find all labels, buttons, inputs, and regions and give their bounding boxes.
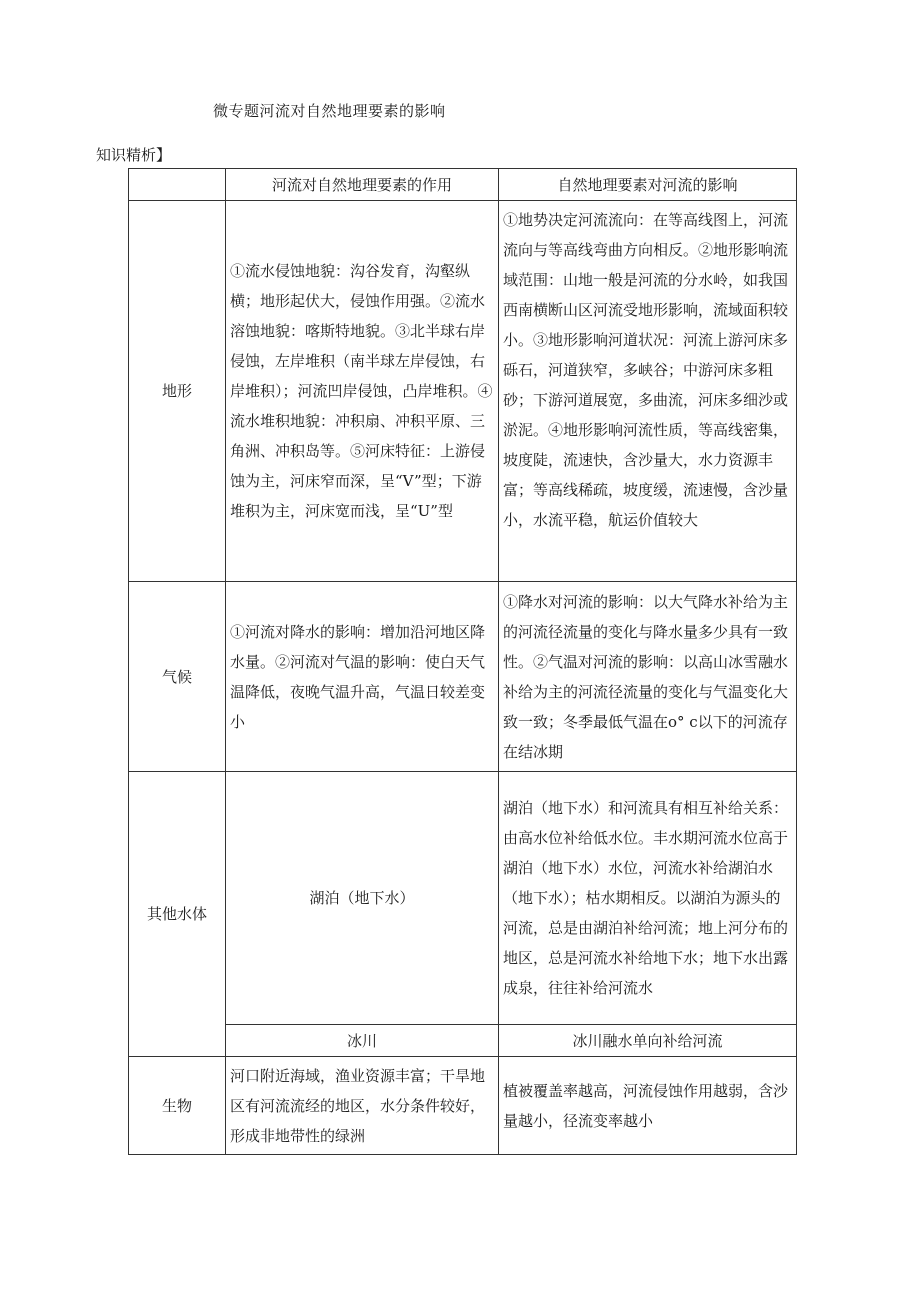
cell-terrain-influence: ①地势决定河流流向：在等高线图上，河流流向与等高线弯曲方向相反。②地形影响流域范围：山地一般是河流的分水岭，如我国西南横断山区河流受地形影响，流域面积较小。③地形影响河道状况：河流上游河床多砾石，河道狭窄，多峡谷；中游河床多粗砂；下游河道展宽，多曲流，河床多细沙或淤泥。④地形影响河流性质，等高线密集，坡度陡，流速快，含沙量大，水力资源丰富；等高线稀疏，坡度缓，流速慢，含沙量小，水流平稳，航运价值较大 xyxy=(499,201,797,582)
table-header-row xyxy=(129,169,797,201)
row-label-terrain: 地形 xyxy=(129,201,226,582)
cell-glacier-influence: 冰川融水单向补给河流 xyxy=(499,1025,797,1057)
document-title: 微专题河流对自然地理要素的影响 xyxy=(213,102,446,120)
cell-climate-effect: ①河流对降水的影响：增加沿河地区降水量。②河流对气温的影响：使白天气温降低，夜晚气温升高，气温日较差变小 xyxy=(226,582,499,772)
cell-lake-name: 湖泊（地下水） xyxy=(226,772,499,1025)
table-row-climate xyxy=(129,582,797,772)
row-label-biology: 生物 xyxy=(129,1057,226,1155)
table-row-glacier xyxy=(129,1025,797,1057)
cell-biology-effect: 河口附近海域，渔业资源丰富；干旱地区有河流流经的地区，水分条件较好，形成非地带性的绿洲 xyxy=(226,1057,499,1155)
table-row-lake xyxy=(129,772,797,1025)
cell-lake-influence: 湖泊（地下水）和河流具有相互补给关系：由高水位补给低水位。丰水期河流水位高于湖泊（地下水）水位，河流水补给湖泊水（地下水）；枯水期相反。以湖泊为源头的河流，总是由湖泊补给河流；地上河分布的地区，总是河流水补给地下水；地下水出露成泉，往往补给河流水 xyxy=(499,772,797,1025)
row-label-other-water: 其他水体 xyxy=(129,772,226,1057)
header-river-effect: 河流对自然地理要素的作用 xyxy=(226,169,499,201)
knowledge-table xyxy=(128,168,797,1155)
cell-climate-influence: ①降水对河流的影响：以大气降水补给为主的河流径流量的变化与降水量多少具有一致性。②气温对河流的影响：以高山冰雪融水补给为主的河流径流量的变化与气温变化大致一致；冬季最低气温在o° c以下的河流存在结冰期 xyxy=(499,582,797,772)
section-label: 知识精析】 xyxy=(96,146,172,164)
table-row-biology xyxy=(129,1057,797,1155)
table-row-terrain xyxy=(129,201,797,582)
header-empty xyxy=(129,169,226,201)
row-label-climate: 气候 xyxy=(129,582,226,772)
cell-terrain-effect: ①流水侵蚀地貌：沟谷发育，沟壑纵横；地形起伏大，侵蚀作用强。②流水溶蚀地貌：喀斯特地貌。③北半球右岸侵蚀，左岸堆积（南半球左岸侵蚀，右岸堆积）；河流凹岸侵蚀，凸岸堆积。④流水堆积地貌：冲积扇、冲积平原、三角洲、冲积岛等。⑤河床特征：上游侵蚀为主，河床窄而深，呈“V”型；下游堆积为主，河床宽而浅，呈“U”型 xyxy=(226,201,499,582)
cell-glacier-name: 冰川 xyxy=(226,1025,499,1057)
cell-biology-influence: 植被覆盖率越高，河流侵蚀作用越弱，含沙量越小，径流变率越小 xyxy=(499,1057,797,1155)
header-element-influence: 自然地理要素对河流的影响 xyxy=(499,169,797,201)
